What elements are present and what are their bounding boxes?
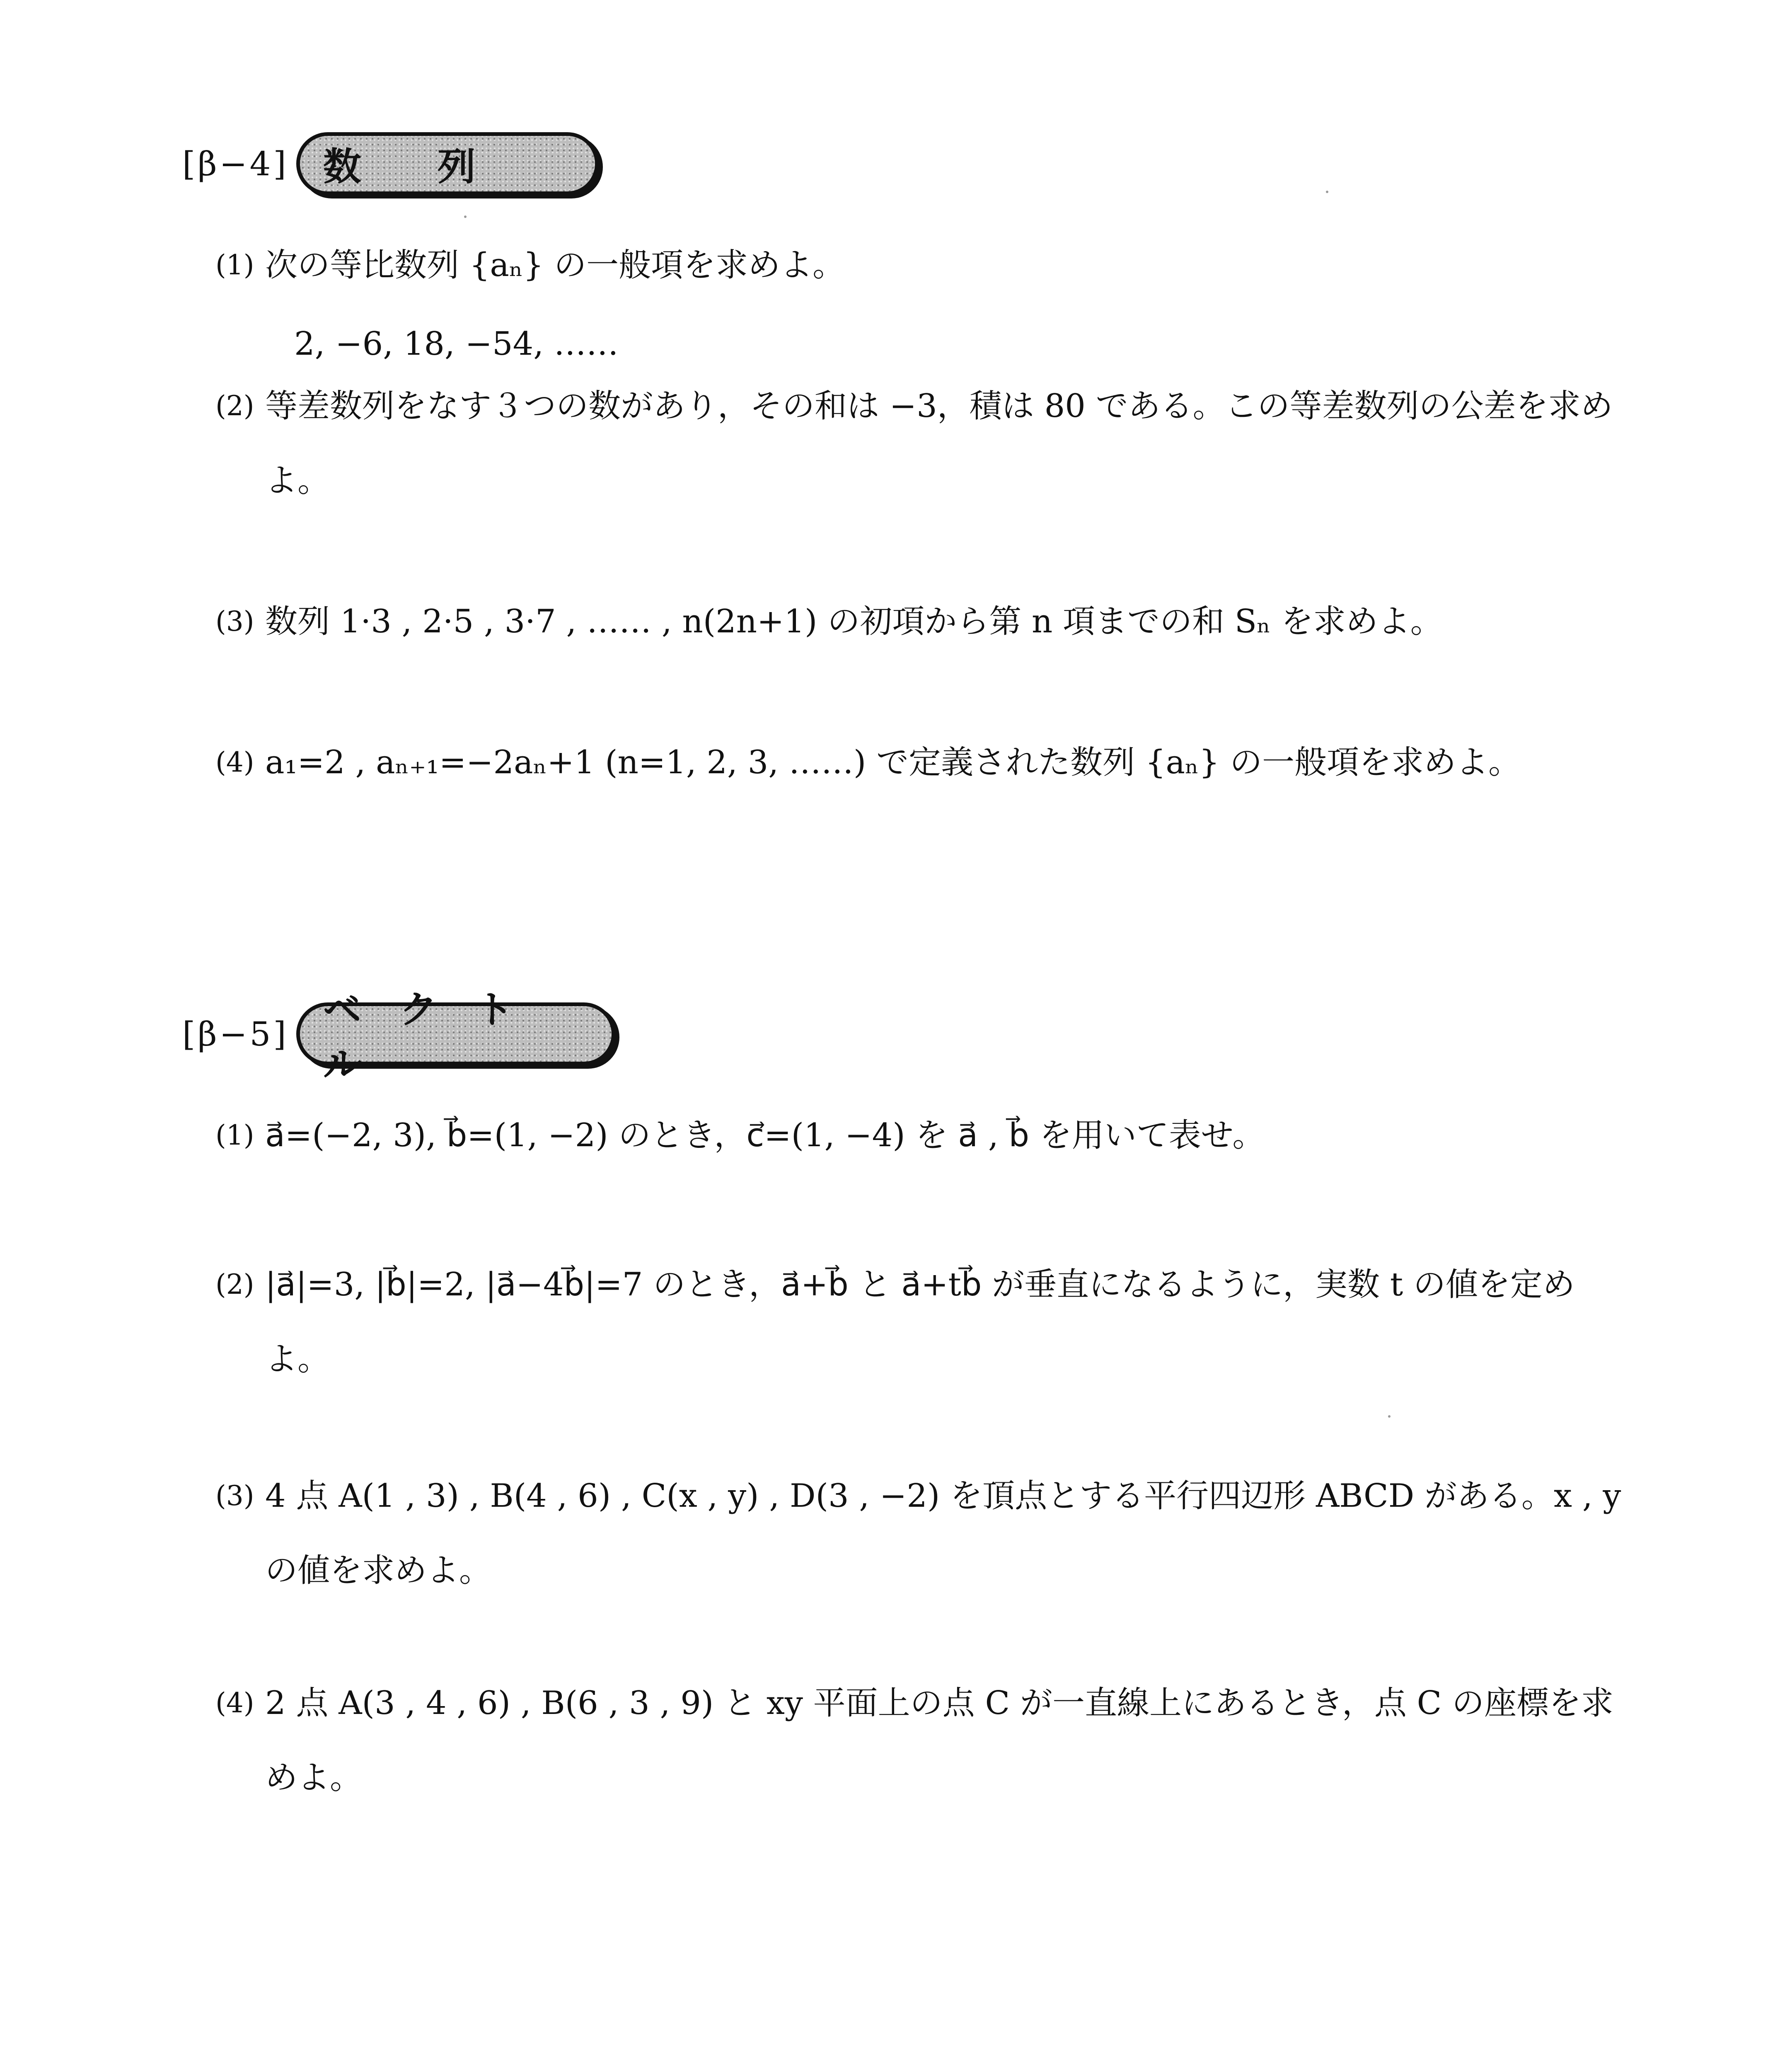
section-header-beta-5 [182, 988, 615, 1087]
question-label: (2) [215, 1268, 254, 1300]
question-item [215, 369, 1632, 518]
scan-speck [1326, 191, 1328, 193]
question-item [215, 1247, 1632, 1397]
question-label: (2) [215, 390, 254, 422]
question-text: |a⃗|=3, |b⃗|=2, |a⃗−4b⃗|=7 のとき，a⃗+b⃗ と a⃗+tb⃗ が垂直になるように，実数 t の値を定めよ。 [265, 1266, 1575, 1378]
question-label: (3) [215, 1480, 254, 1512]
question-item [215, 725, 1632, 800]
section-number: [β−4] [182, 144, 289, 183]
question-text: 次の等比数列 {aₙ} の一般項を求めよ。 [265, 247, 845, 284]
section-number: [β−5] [182, 1014, 289, 1053]
question-text: 等差数列をなす３つの数があり，その和は −3，積は 80 である。この等差数列の公差を求めよ。 [265, 387, 1613, 499]
section-header-beta-4 [182, 131, 599, 197]
sequence-terms: 2, −6, 18, −54, …… [294, 325, 619, 363]
question-text: 2 点 A(3 , 4 , 6) , B(6 , 3 , 9) と xy 平面上の点 C が一直線上にあるとき，点 C の座標を求めよ。 [265, 1685, 1614, 1796]
question-label: (3) [215, 605, 254, 637]
question-label: (1) [215, 1119, 254, 1151]
question-text: 4 点 A(1 , 3) , B(4 , 6) , C(x , y) , D(3 , −2) を頂点とする平行四辺形 ABCD がある。x , y の値を求めよ。 [265, 1477, 1621, 1589]
question-text: a₁=2 , aₙ₊₁=−2aₙ+1 (n=1, 2, 3, ……) で定義された数列 {aₙ} の一般項を求めよ。 [265, 744, 1521, 781]
question-text: 数列 1·3 , 2·5 , 3·7 , …… , n(2n+1) の初項から第 n 項までの和 Sₙ を求めよ。 [265, 603, 1443, 640]
question-item [215, 228, 1632, 381]
section-title-pill: 数 列 [296, 132, 599, 195]
scan-speck [1388, 1415, 1391, 1418]
question-item [215, 584, 1632, 659]
question-label: (4) [215, 1687, 254, 1719]
question-item [215, 1459, 1632, 1608]
question-label: (4) [215, 746, 254, 778]
scan-speck [464, 215, 467, 218]
question-text: a⃗=(−2, 3), b⃗=(1, −2) のとき，c⃗=(1, −4) を a⃗ , b⃗ を用いて表せ。 [265, 1117, 1265, 1154]
question-item [215, 1666, 1632, 1815]
question-label: (1) [215, 249, 254, 281]
question-item [215, 1098, 1632, 1173]
section-title-pill: ベ ク ト ル [296, 1002, 615, 1065]
